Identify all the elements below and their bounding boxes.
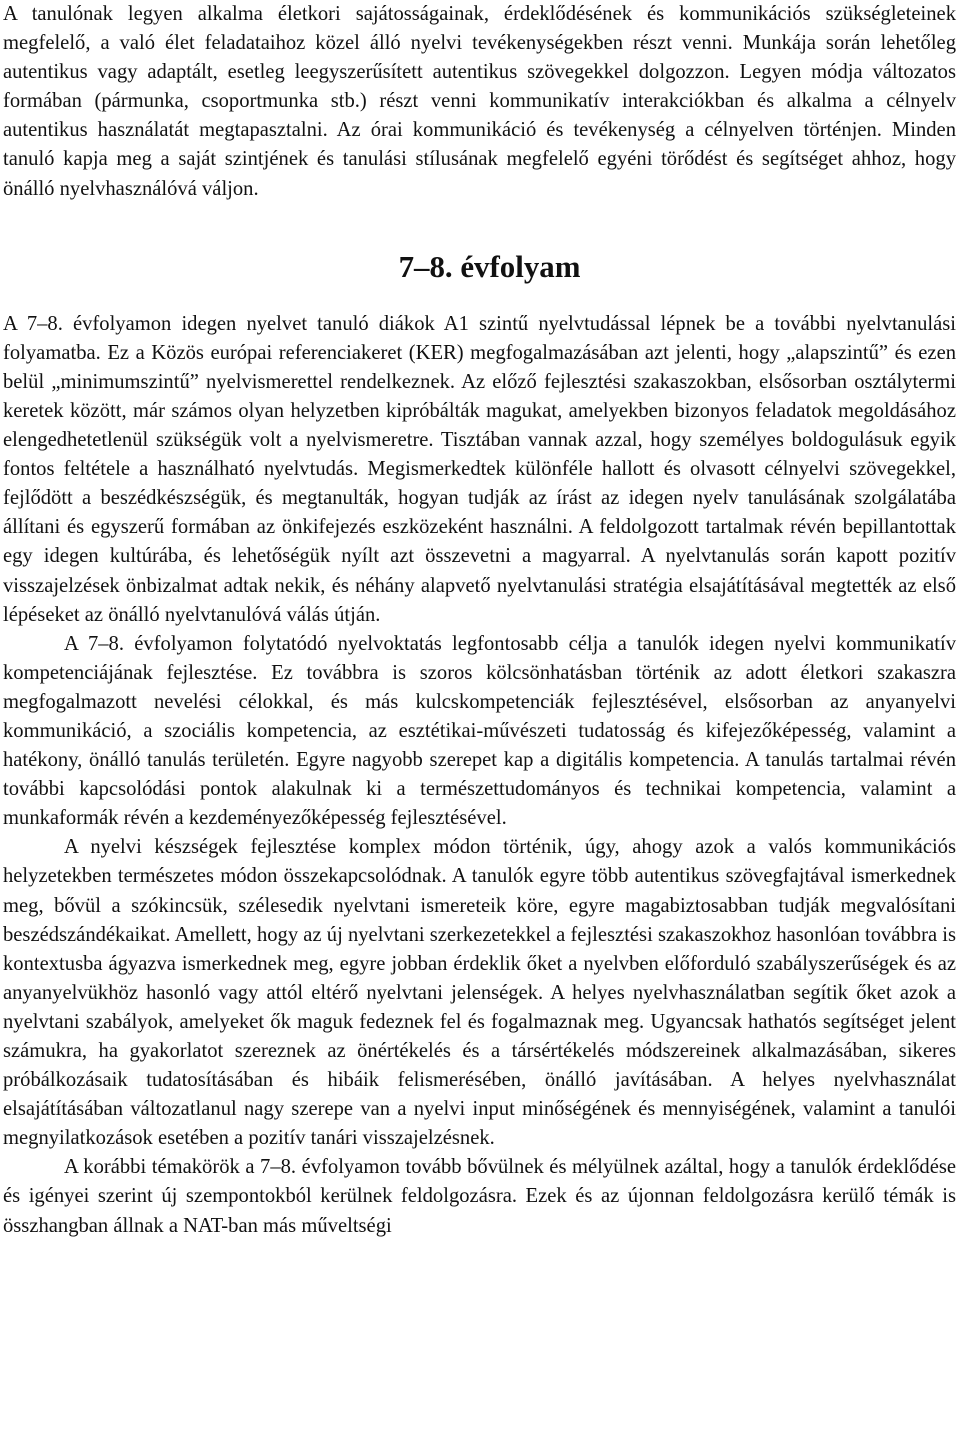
section-heading: 7–8. évfolyam <box>398 248 581 284</box>
section-paragraph-1: A 7–8. évfolyamon idegen nyelvet tanuló diákok A1 szintű nyelvtudással lépnek be a további nyelvtanulási folyamatba. Ez a Közös európai referenciakeret (KER) megfogalmazásában azt jelenti, hogy „alapszintű” és ezen belül „minimumszintű” nyelvismerettel rendelkeznek. Az előző fejlesztési szakaszokban, elsősorban osztálytermi keretek között, már számos olyan helyzetben kipróbálták magukat, amelyekben bizonyos feladatok megoldásához elengedhetetlenül szükségük volt a nyelvismeretre. Tisztában vannak azzal, hogy személyes boldogulásuk egyik fontos feltétele a használható nyelvtudás. Megismerkedtek különféle hallott és olvasott célnyelvi szövegekkel, fejlődött a beszédkészségük, és megtanulták, hogyan tudják az írást az idegen nyelv tanulásának szolgálatába állítani és egyszerű formában az önkifejezés eszközeként használni. A feldolgozott tartalmak révén bepillantottak egy idegen kultúrába, és lehetőségük nyílt azt összevetni a magyarral. A nyelvtanulás során kapott pozitív visszajelzések önbizalmat adtak nekik, és néhány alapvető nyelvtanulási stratégia elsajátításával megtették az első lépéseket az önálló nyelvtanulóvá válás útján. <box>3 312 956 626</box>
section-spacer <box>3 204 956 249</box>
section-paragraph-3: A nyelvi készségek fejlesztése komplex módon történik, úgy, ahogy azok a valós kommunikációs helyzetekben természetes módon összekapcsolódnak. A tanulók egyre több autentikus szövegfajtával ismerkednek meg, bővül a szókincsük, szélesedik nyelvtani ismereteik köre, egyre magabiztosabban tudják megvalósítani beszédszándékaikat. Amellett, hogy az új nyelvtani szerkezetekkel a fejlesztési szakaszokhoz hasonlóan továbbra is kontextusba ágyazva ismerkednek meg, egyre jobban érdeklik őket a nyelvben előforduló szabályszerűségek és az anyanyelvükhöz hasonló vagy attól eltérő nyelvtani jelenségek. A helyes nyelvhasználatban segítik őket azok a nyelvtani szabályok, amelyeket ők maguk fedeznek fel és fogalmaznak meg. Ugyancsak hathatós segítséget jelent számukra, ha gyakorlatot szereznek az önértékelés és a társértékelés módszereinek alkalmazásában, sikeres próbálkozásaik tudatosításában és hibáik felismerésében, önálló javításában. A helyes nyelvhasználat elsajátításában változatlanul nagy szerepe van a nyelvi input minőségének és mennyiségének, valamint a tanulói megnyilatkozások esetében a pozitív tanári visszajelzésnek. <box>3 836 956 1150</box>
section-paragraph-4: A korábbi témakörök a 7–8. évfolyamon tovább bővülnek és mélyülnek azáltal, hogy a tanulók érdeklődése és igényei szerint új szempontokból kerülnek feldolgozásra. Ezek és az újonnan feldolgozásra kerülő témák is összhangban állnak a NAT-ban más műveltségi <box>3 1156 956 1237</box>
section-paragraph-2: A 7–8. évfolyamon folytatódó nyelvoktatás legfontosabb célja a tanulók idegen nyelvi kommunikatív kompetenciájának fejlesztése. Ez továbbra is szoros kölcsönhatásban történik az adott életkori szakaszra megfogalmazott nevelési célokkal, és más kulcskompetenciák fejlesztésével, elsősorban az anyanyelvi kommunikáció, a szociális kompetencia, az esztétikai-művészeti tudatosság és kifejezőképesség, valamint a hatékony, önálló tanulás területén. Egyre nagyobb szerepet kap a digitális kompetencia. A tanulás tartalmai révén további kapcsolódási pontok alakulnak ki a természettudományos és technikai kompetencia, valamint a munkaformák révén a kezdeményezőképesség fejlesztésével. <box>3 632 956 830</box>
document-page <box>3 0 956 1241</box>
intro-paragraph: A tanulónak legyen alkalma életkori sajátosságainak, érdeklődésének és kommunikációs szükségleteinek megfelelő, a való élet feladataihoz közel álló nyelvi tevékenységekben részt venni. Munkája során lehetőleg autentikus vagy adaptált, esetleg leegyszerűsített autentikus szövegekkel dolgozzon. Legyen módja változatos formában (pármunka, csoportmunka stb.) részt venni kommunikatív interakciókban és alkalma a célnyelv autentikus használatát megtapasztalni. Az órai kommunikáció és tevékenység a célnyelven történjen. Minden tanuló kapja meg a saját szintjének és tanulási stílusának megfelelő egyéni törődést és segítséget ahhoz, hogy önálló nyelvhasználóvá váljon. <box>3 3 956 200</box>
